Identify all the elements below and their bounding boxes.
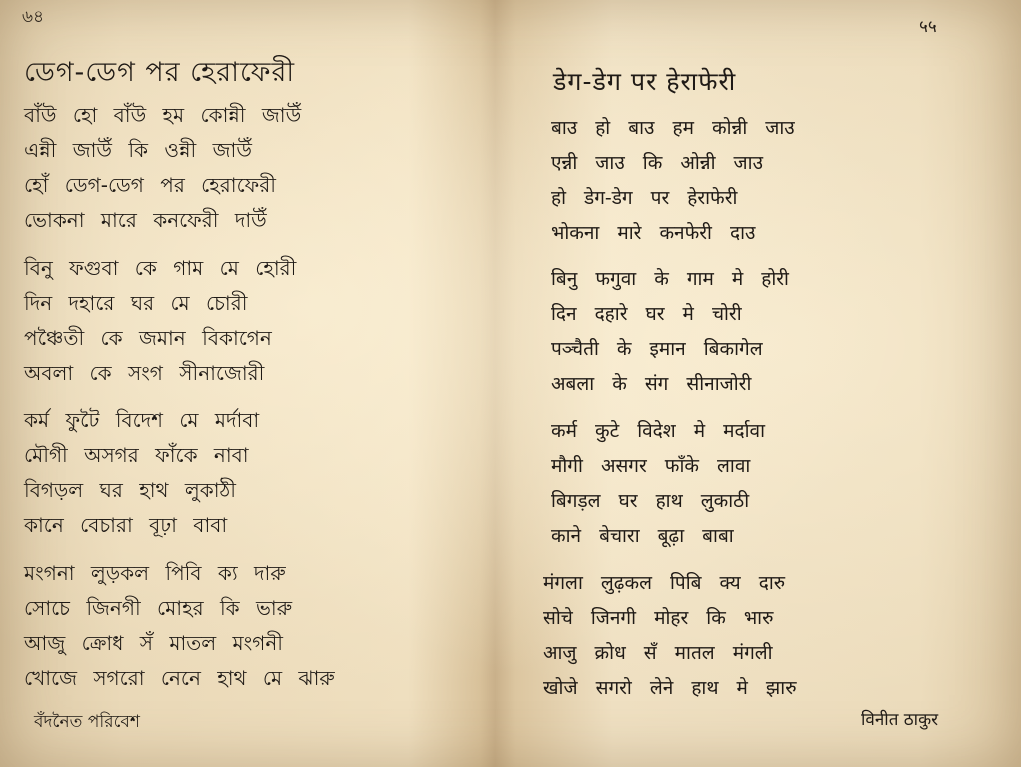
poem-line: মৌগী অসগর ফাঁকে নাবা <box>24 443 249 467</box>
poem-line: দিন দহারে ঘর মে চোরী <box>24 291 248 315</box>
poem-line: अबला के संग सीनाजोरी <box>551 373 752 395</box>
poem-line: काने बेचारा बूढ़ा बाबा <box>551 525 734 547</box>
left-stanza-2 <box>24 251 296 391</box>
poem-line: बिगड़ल घर हाथ लुकाठी <box>551 490 750 512</box>
left-stanza-3 <box>24 403 259 543</box>
poem-line: বাঁউ হো বাঁউ হম কোন্নী জাউঁ <box>24 103 302 127</box>
poem-line: অবলা কে সংগ সীনাজোরী <box>24 361 265 385</box>
left-page <box>0 0 495 767</box>
right-stanza-3 <box>551 414 765 554</box>
right-footer: विनीत ठाकुर <box>861 710 939 730</box>
poem-line: सोचे जिनगी मोहर कि भारु <box>543 607 774 629</box>
poem-line: মংগনা লুড়কল পিবি ক্য দারু <box>24 561 286 585</box>
left-stanza-1 <box>24 98 301 238</box>
poem-line: आजु क्रोध सँ मातल मंगली <box>543 642 773 664</box>
poem-line: भोकना मारे कनफेरी दाउ <box>551 222 756 244</box>
right-poem-title: डेग-डेग पर हेराफेरी <box>553 67 737 96</box>
poem-line: এন্নী জাউঁ কি ওন্নী জাউঁ <box>24 138 252 162</box>
poem-line: हो डेग-डेग पर हेराफेरी <box>551 187 738 209</box>
poem-line: আজু ক্রোধ সঁ মাতল মংগনী <box>24 631 284 655</box>
poem-line: ভোকনা মারে কনফেরী দাউঁ <box>24 208 267 232</box>
left-poem-title: ডেগ-ডেগ পর হেরাফেরী <box>24 57 296 88</box>
poem-line: বিনু ফগুবা কে গাম মে হোরী <box>24 256 297 280</box>
poem-line: পঞ্চৈতী কে জমান বিকাগেন <box>24 326 272 350</box>
poem-line: दिन दहारे घर मे चोरी <box>551 303 742 325</box>
poem-line: मौगी असगर फाँके लावा <box>551 455 751 477</box>
right-stanza-2 <box>551 262 789 402</box>
left-page-number: ৬৪ <box>22 7 45 27</box>
left-footer: বঁদনৈত পরিবেশ <box>34 712 140 732</box>
poem-line: খোজে সগরো নেনে হাথ মে ঝারু <box>24 666 335 690</box>
poem-line: হোঁ ডেগ-ডেগ পর হেরাফেরী <box>24 173 276 197</box>
right-stanza-1 <box>551 111 795 251</box>
poem-line: কানে বেচারা বূঢ়া বাবা <box>24 513 228 537</box>
poem-line: সোচে জিনগী মোহর কি ভারু <box>24 596 293 620</box>
left-stanza-4 <box>24 556 335 696</box>
right-page-number: ५५ <box>919 17 937 37</box>
poem-line: কর্ম ফুটৈ বিদেশ মে মর্দাবা <box>24 408 260 432</box>
poem-line: বিগড়ল ঘর হাথ লুকাঠী <box>24 478 236 502</box>
right-stanza-4 <box>543 566 797 706</box>
poem-line: पञ्चैती के इमान बिकागेल <box>551 338 763 360</box>
poem-line: बिनु फगुवा के गाम मे होरी <box>551 268 789 290</box>
poem-line: एन्नी जाउ कि ओन्नी जाउ <box>551 152 763 174</box>
poem-line: बाउ हो बाउ हम कोन्नी जाउ <box>551 117 795 139</box>
poem-line: कर्म कुटे विदेश मे मर्दावा <box>551 420 765 442</box>
right-page <box>495 0 1021 767</box>
poem-line: खोजे सगरो लेने हाथ मे झारु <box>543 677 797 699</box>
poem-line: मंगला लुढ़कल पिबि क्य दारु <box>543 572 786 594</box>
